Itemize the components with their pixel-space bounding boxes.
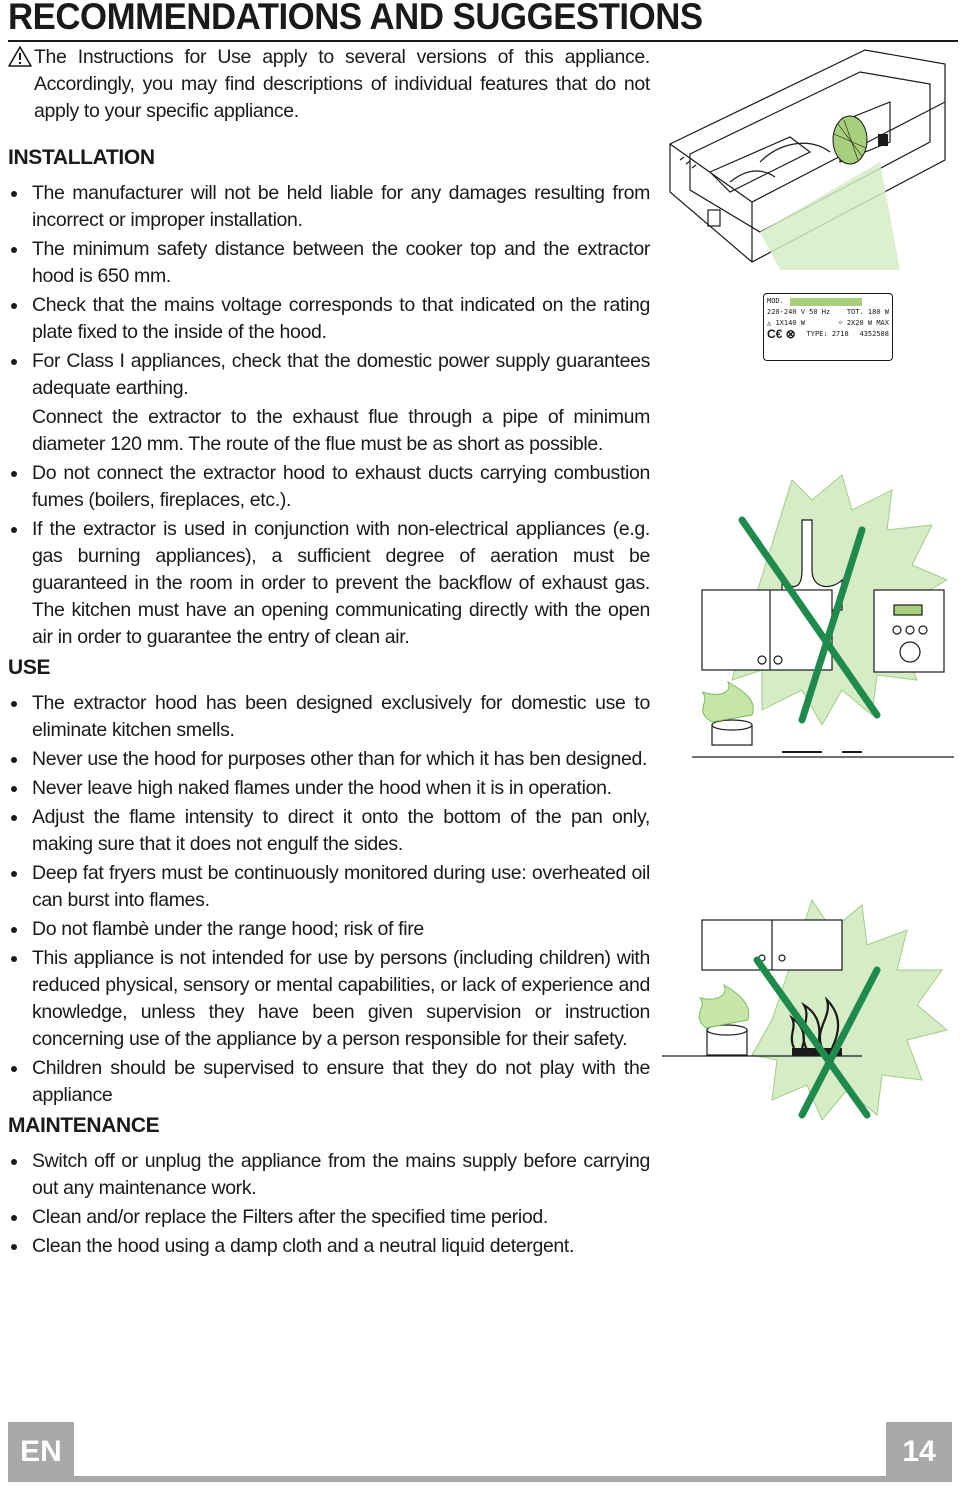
- content-column: [8, 44, 650, 1262]
- rating-freq: 50 Hz: [809, 308, 831, 316]
- fan-icon: ◬: [767, 319, 772, 327]
- intro-text: The Instructions for Use apply to several versions of this appliance. Accordingly, you may find descriptions of individual features that do not apply to your specific appliance.: [34, 46, 650, 122]
- rating-lamps: 2X20 W MAX: [846, 319, 889, 327]
- list-item: Deep fat fryers must be continuously monitored during use: overheated oil can burst into flames.: [8, 860, 650, 914]
- rating-plate: [763, 293, 893, 361]
- rating-mod: MOD.: [767, 297, 784, 305]
- list-item: Clean the hood using a damp cloth and a neutral liquid detergent.: [8, 1233, 650, 1260]
- heading-maintenance: MAINTENANCE: [8, 1114, 160, 1137]
- heading-use: USE: [8, 656, 51, 679]
- list-item: Switch off or unplug the appliance from the mains supply before carrying out any maintenance work.: [8, 1148, 650, 1202]
- list-item: This appliance is not intended for use by persons (including children) with reduced physical, sensory or mental capabilities, or lack of experience and knowledge, unless they have been given supervision or instruction concerning use of the appliance by a person responsible for their safety.: [8, 945, 650, 1053]
- use-list: [8, 690, 650, 1109]
- rating-type: TYPE: 2718: [806, 330, 849, 338]
- footer-rule: [74, 1476, 886, 1482]
- list-item: Children should be supervised to ensure that they do not play with the appliance: [8, 1055, 650, 1109]
- list-item: Check that the mains voltage corresponds to that indicated on the rating plate fixed to the inside of the hood.: [8, 292, 650, 346]
- rating-code: 4352508: [859, 330, 889, 338]
- list-item: For Class I appliances, check that the domestic power supply guarantees adequate earthing.: [8, 348, 650, 402]
- installation-list: [8, 180, 650, 651]
- page-title: RECOMMENDATIONS AND SUGGESTIONS: [8, 0, 703, 37]
- list-item: Connect the extractor to the exhaust flue through a pipe of minimum diameter 120 mm. The route of the flue must be as short as possible.: [32, 406, 650, 455]
- list-item: Never use the hood for purposes other than for which it has ben designed.: [8, 746, 650, 773]
- rating-voltage: 220-240 V: [767, 308, 805, 316]
- page-number: 14: [886, 1422, 952, 1482]
- list-item: Never leave high naked flames under the hood when it is in operation.: [8, 775, 650, 802]
- list-item: Do not flambè under the range hood; risk of fire: [8, 916, 650, 943]
- list-item: The minimum safety distance between the cooker top and the extractor hood is 650 mm.: [8, 236, 650, 290]
- list-item: The manufacturer will not be held liable for any damages resulting from incorrect or improper installation.: [8, 180, 650, 234]
- warning-icon: [8, 44, 34, 71]
- list-item: Adjust the flame intensity to direct it onto the bottom of the pan only, making sure that it does not engulf the sides.: [8, 804, 650, 858]
- maintenance-list: [8, 1148, 650, 1260]
- hood-underside-illustration: [660, 42, 950, 272]
- list-item: Clean and/or replace the Filters after the specified time period.: [8, 1204, 650, 1231]
- heading-installation: INSTALLATION: [8, 146, 155, 169]
- intro-paragraph: [8, 44, 650, 125]
- rating-total: TOT. 180 W: [846, 308, 889, 316]
- rating-motor: 1X140 W: [775, 319, 805, 327]
- list-item: If the extractor is used in conjunction with non-electrical appliances (e.g. gas burning appliances), a sufficient degree of aeration must be guaranteed in the room in order to prevent the backflow of exhaust gas. The kitchen must have an opening communicating directly with the open air in order to guarantee the entry of clean air.: [8, 516, 650, 651]
- list-item: The extractor hood has been designed exclusively for domestic use to eliminate kitchen smells.: [8, 690, 650, 744]
- no-naked-flames-illustration: [662, 890, 954, 1120]
- ce-mark-icon: C€ ⊗: [767, 327, 796, 341]
- lamp-icon: ☼: [838, 319, 843, 327]
- list-item: Do not connect the extractor hood to exhaust ducts carrying combustion fumes (boilers, fireplaces, etc.).: [8, 460, 650, 514]
- no-combustion-fumes-illustration: [662, 470, 954, 762]
- footer-language: EN: [8, 1422, 74, 1482]
